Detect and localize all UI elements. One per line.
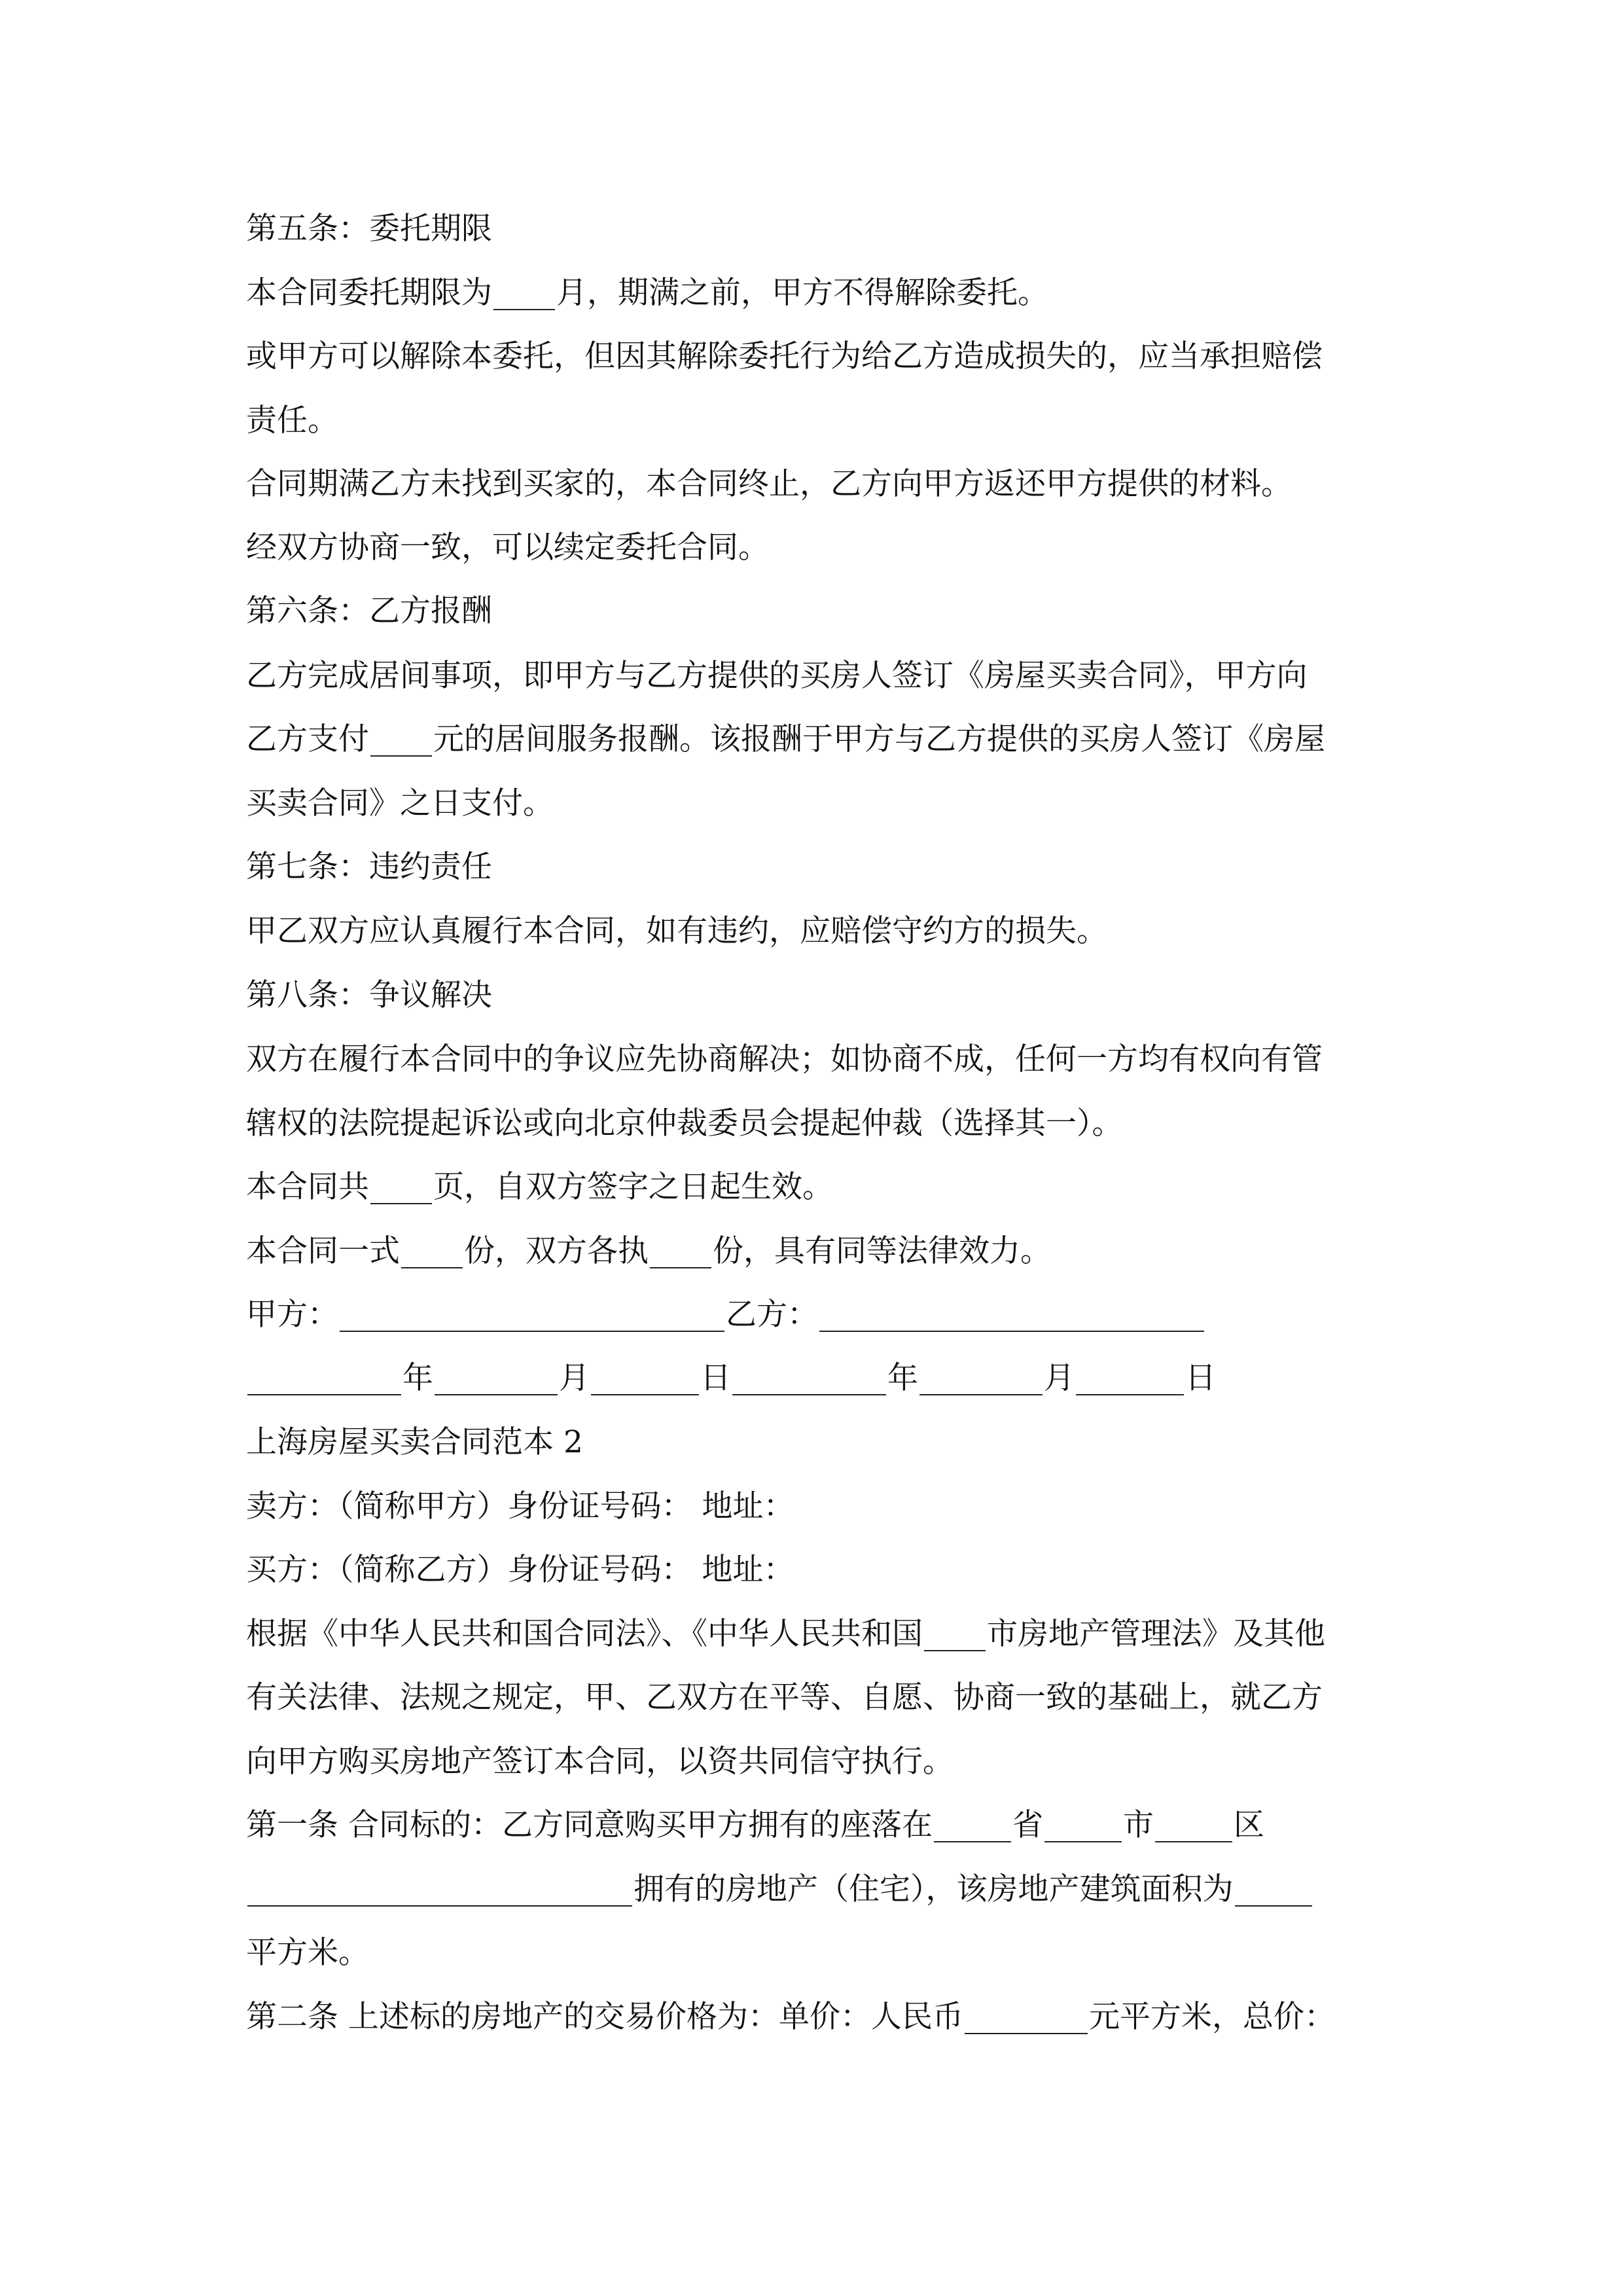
fill-in-blank	[650, 1228, 711, 1268]
line-text: 平方米。	[246, 1935, 369, 1971]
line-text: 拥有的房地产（住宅），该房地产建筑面积为	[633, 1871, 1234, 1907]
line-text: 日	[700, 1360, 731, 1396]
line-text: 年	[402, 1360, 433, 1396]
line-text: 或甲方可以解除本委托，但因其解除委托行为给乙方造成损失的，应当承担赔偿	[246, 338, 1323, 374]
document-line-paragraph	[246, 333, 1323, 380]
line-text: 乙方支付	[246, 721, 369, 757]
document-line-paragraph	[246, 524, 769, 571]
fill-in-blank	[924, 1611, 986, 1651]
document-line-heading	[246, 588, 492, 635]
fill-in-blank	[340, 1291, 724, 1332]
line-text: 责任。	[246, 403, 338, 439]
fill-in-blank	[965, 1994, 1088, 2034]
fill-in-blank	[370, 716, 432, 757]
document-line-paragraph	[246, 1228, 1051, 1275]
document-line-title	[246, 1419, 583, 1466]
document-line-paragraph	[246, 1611, 1325, 1658]
line-text: 元的居间服务报酬。该报酬于甲方与乙方提供的买房人签订《房屋	[433, 721, 1325, 757]
line-text: 日	[1185, 1360, 1216, 1396]
line-text: 根据《中华人民共和国合同法》、《中华人民共和国	[246, 1616, 923, 1652]
line-text: 页，自双方签字之日起生效。	[433, 1169, 833, 1205]
line-text: 双方在履行本合同中的争议应先协商解决；如协商不成，任何一方均有权向有管	[246, 1041, 1323, 1077]
line-text: 份，双方各执	[464, 1233, 649, 1269]
document-line-paragraph	[246, 461, 1292, 508]
document-line-paragraph	[246, 1547, 794, 1594]
line-text: 卖方：（简称甲方）身份证号码： 地址：	[246, 1488, 794, 1524]
document-line-date	[246, 1355, 1216, 1402]
fill-in-blank	[1076, 1355, 1184, 1395]
document-line-heading	[246, 972, 492, 1019]
line-text: 区	[1233, 1807, 1264, 1843]
document-line-paragraph	[246, 908, 1107, 955]
line-text: 上海房屋买卖合同范本 2	[246, 1424, 583, 1460]
line-text: 甲乙双方应认真履行本合同，如有违约，应赔偿守约方的损失。	[246, 913, 1107, 949]
fill-in-blank	[934, 1802, 1011, 1842]
document-line-paragraph	[246, 1036, 1323, 1083]
document-line-heading	[246, 844, 492, 891]
line-text: 省	[1012, 1807, 1043, 1843]
line-text: 第七条：违约责任	[246, 849, 492, 885]
fill-in-blank	[1235, 1866, 1312, 1907]
fill-in-blank	[1155, 1802, 1232, 1842]
line-text: 第一条 合同标的：乙方同意购买甲方拥有的座落在	[246, 1807, 933, 1843]
document-line-paragraph	[246, 780, 554, 827]
document-line-paragraph	[246, 653, 1308, 700]
document-line-paragraph	[246, 716, 1325, 763]
line-text: 本合同委托期限为	[246, 275, 492, 311]
fill-in-blank	[370, 1164, 432, 1204]
line-text: 乙方：	[726, 1297, 818, 1333]
fill-in-blank	[591, 1355, 699, 1395]
line-text: 份，具有同等法律效力。	[713, 1233, 1051, 1269]
line-text: 合同期满乙方未找到买家的，本合同终止，乙方向甲方返还甲方提供的材料。	[246, 466, 1292, 502]
fill-in-blank	[732, 1355, 886, 1395]
line-text: 本合同共	[246, 1169, 369, 1205]
line-text: 月	[559, 1360, 590, 1396]
line-text: 年	[887, 1360, 918, 1396]
document-line-paragraph	[246, 1994, 1335, 2041]
document-line-paragraph	[246, 270, 1048, 317]
line-text: 买方：（简称乙方）身份证号码： 地址：	[246, 1552, 794, 1588]
line-text: 第八条：争议解决	[246, 977, 492, 1013]
document-line-paragraph	[246, 1866, 1313, 1913]
document-line-paragraph	[246, 1738, 954, 1785]
line-text: 经双方协商一致，可以续定委托合同。	[246, 529, 769, 565]
fill-in-blank	[401, 1228, 463, 1268]
document-line-paragraph	[246, 1483, 794, 1530]
fill-in-blank	[493, 270, 555, 310]
fill-in-blank	[919, 1355, 1043, 1395]
document-line-heading	[246, 206, 492, 253]
fill-in-blank	[819, 1291, 1204, 1332]
line-text: 月	[1044, 1360, 1075, 1396]
line-text: 第六条：乙方报酬	[246, 593, 492, 629]
line-text: 甲方：	[246, 1297, 338, 1333]
line-text: 乙方完成居间事项，即甲方与乙方提供的买房人签订《房屋买卖合同》，甲方向	[246, 658, 1308, 694]
line-text: 市房地产管理法》及其他	[987, 1616, 1325, 1652]
document-line-paragraph	[246, 1100, 1123, 1147]
fill-in-blank	[247, 1355, 401, 1395]
document-line-paragraph	[246, 1929, 369, 1977]
line-text: 元平方米，总价：	[1088, 1999, 1335, 2035]
line-text: 月，期满之前，甲方不得解除委托。	[556, 275, 1048, 311]
fill-in-blank	[247, 1866, 632, 1907]
line-text: 向甲方购买房地产签订本合同，以资共同信守执行。	[246, 1744, 954, 1780]
line-text: 第五条：委托期限	[246, 211, 492, 247]
line-text: 本合同一式	[246, 1233, 400, 1269]
document-line-paragraph	[246, 1802, 1264, 1849]
document-line-paragraph	[246, 1674, 1323, 1721]
fill-in-blank	[1044, 1802, 1122, 1842]
document-line-signature	[246, 1291, 1205, 1338]
document-line-paragraph	[246, 397, 338, 444]
line-text: 辖权的法院提起诉讼或向北京仲裁委员会提起仲裁（选择其一）。	[246, 1105, 1123, 1141]
line-text: 市	[1122, 1807, 1154, 1843]
line-text: 第二条 上述标的房地产的交易价格为：单价：人民币	[246, 1999, 963, 2035]
fill-in-blank	[435, 1355, 558, 1395]
line-text: 买卖合同》之日支付。	[246, 785, 554, 821]
document-line-paragraph	[246, 1164, 833, 1211]
line-text: 有关法律、法规之规定，甲、乙双方在平等、自愿、协商一致的基础上，就乙方	[246, 1679, 1323, 1715]
